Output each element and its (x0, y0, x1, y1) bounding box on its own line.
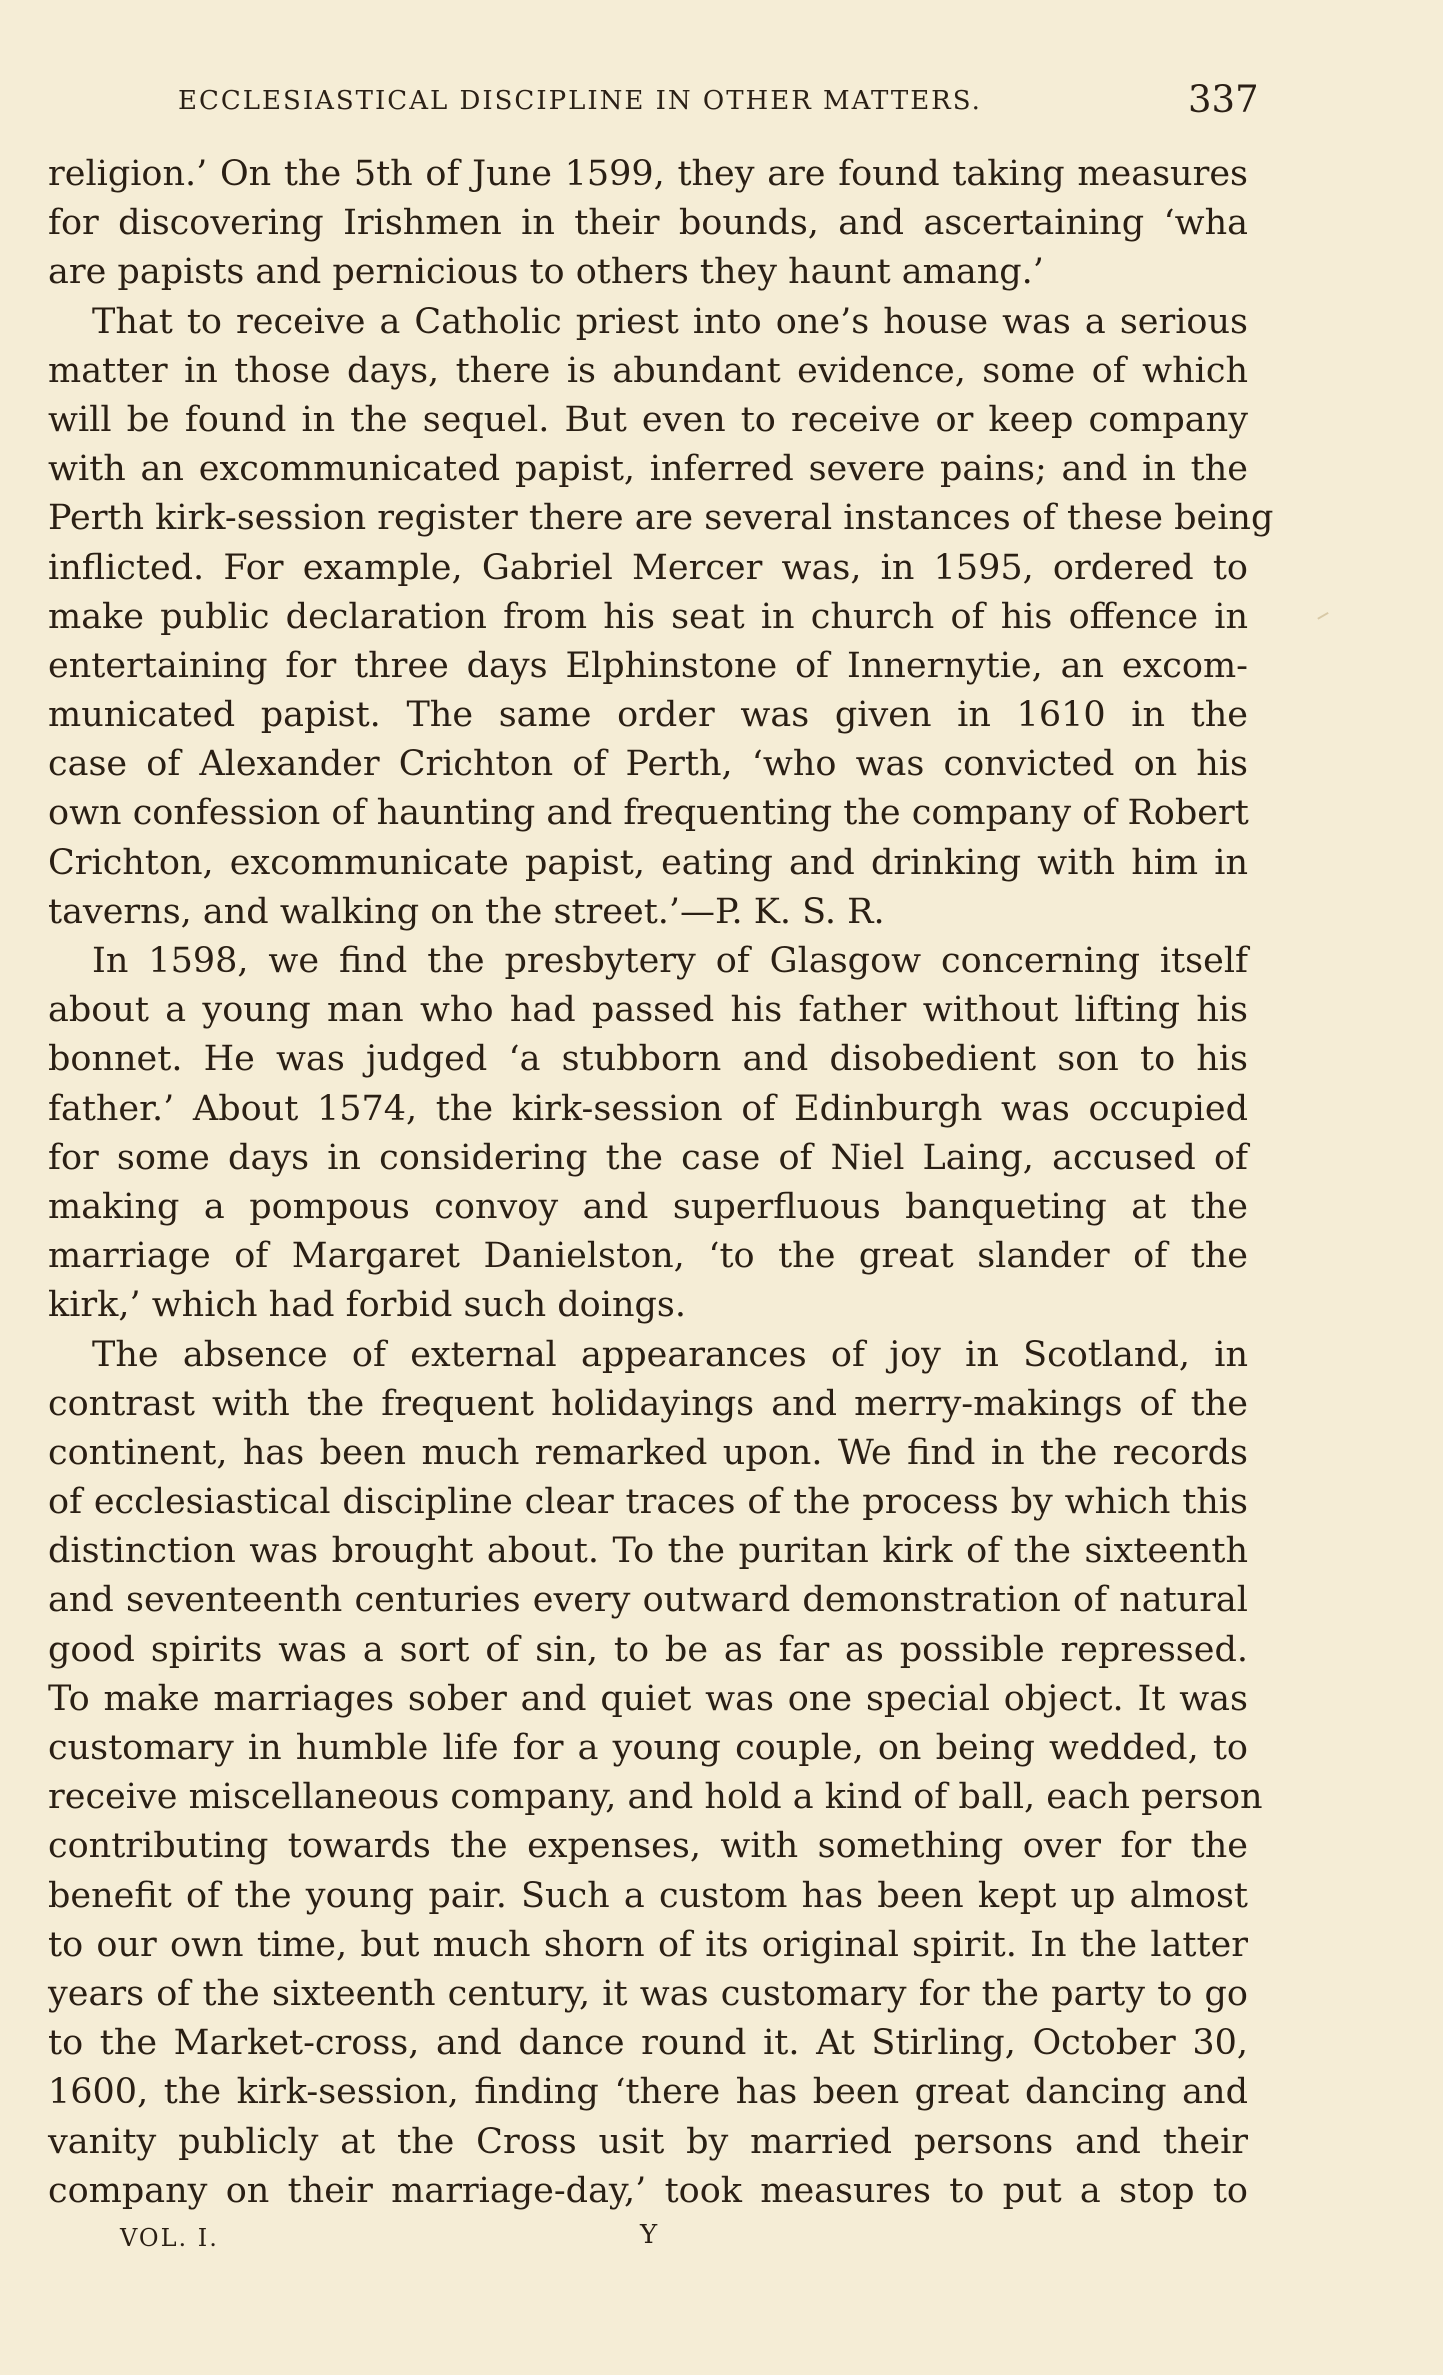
text-line: own confession of haunting and frequenting the company of Robert (48, 793, 1249, 834)
text-line: matter in those days, there is abundant evidence, some of which (48, 350, 1248, 391)
text-line: to our own time, but much shorn of its original spirit. In the latter (48, 1924, 1248, 1965)
text-line: bonnet. He was judged ‘a stubborn and disobedient son to his (48, 1039, 1248, 1080)
margin-stray-mark (1317, 612, 1334, 630)
text-line: are papists and pernicious to others they haunt amang.’ (48, 252, 1044, 293)
text-line: distinction was brought about. To the puritan kirk of the sixteenth (48, 1531, 1248, 1572)
text-line: for discovering Irishmen in their bounds, and ascertaining ‘wha (48, 203, 1248, 244)
text-line: 1600, the kirk-session, finding ‘there has been great dancing and (48, 2072, 1248, 2113)
text-line: Crichton, excommunicate papist, eating and drinking with him in (48, 842, 1248, 883)
body-text (48, 150, 1274, 2216)
text-line: religion.’ On the 5th of June 1599, they are found taking measures (48, 154, 1248, 194)
text-line: years of the sixteenth century, it was customary for the party to go (48, 1973, 1248, 2014)
text-line: for some days in considering the case of Niel Laing, accused of (48, 1137, 1248, 1178)
text-line: That to receive a Catholic priest into one’s house was a serious (92, 301, 1248, 342)
text-line: good spirits was a sort of sin, to be as far as possible repressed. (48, 1629, 1248, 1670)
text-line: and seventeenth centuries every outward demonstration of natural (48, 1580, 1248, 1621)
text-line: about a young man who had passed his father without lifting his (48, 990, 1248, 1031)
text-line: kirk,’ which had forbid such doings. (48, 1285, 686, 1326)
text-line: customary in humble life for a young couple, on being wedded, to (48, 1728, 1248, 1768)
text-line: vanity publicly at the Cross usit by married persons and their (48, 2121, 1248, 2162)
text-line: continent, has been much remarked upon. We find in the records (48, 1432, 1248, 1473)
text-line: will be found in the sequel. But even to receive or keep company (48, 399, 1248, 440)
text-line: make public declaration from his seat in church of his offence in (48, 596, 1248, 637)
text-line: To make marriages sober and quiet was one special object. It was (48, 1678, 1248, 1719)
text-line: receive miscellaneous company, and hold a kind of ball, each person (48, 1777, 1263, 1818)
running-head (48, 78, 1259, 126)
text-line: to the Market-cross, and dance round it. At Stirling, October 30, (48, 2023, 1248, 2064)
text-line: father.’ About 1574, the kirk-session of Edinburgh was occupied (48, 1088, 1248, 1129)
text-line: In 1598, we find the presbytery of Glasgow concerning itself (92, 941, 1248, 981)
text-line: inflicted. For example, Gabriel Mercer was, in 1595, ordered to (48, 547, 1248, 588)
text-line: contrast with the frequent holidayings and merry-makings of the (48, 1383, 1248, 1424)
text-line: municated papist. The same order was given in 1610 in the (48, 695, 1248, 736)
text-line: contributing towards the expenses, with something over for the (48, 1826, 1248, 1867)
text-line: taverns, and walking on the street.’—P. K. S. R. (48, 891, 885, 932)
text-line: Perth kirk-session register there are several instances of these being (48, 498, 1274, 539)
volume-label: VOL. I. (120, 2224, 219, 2252)
text-line: making a pompous convoy and superfluous banqueting at the (48, 1186, 1248, 1227)
text-line: company on their marriage-day,’ took measures to put a stop to (48, 2170, 1248, 2211)
text-line: benefit of the young pair. Such a custom has been kept up almost (48, 1875, 1248, 1916)
text-line: of ecclesiastical discipline clear traces of the process by which this (48, 1482, 1248, 1523)
signature-mark: Y (640, 2220, 658, 2250)
running-title: ECCLESIASTICAL DISCIPLINE IN OTHER MATTERS. (178, 86, 982, 116)
text-line: marriage of Margaret Danielston, ‘to the great slander of the (48, 1236, 1248, 1277)
text-line: The absence of external appearances of joy in Scotland, in (92, 1334, 1248, 1375)
page-footer (120, 2220, 720, 2260)
text-line: case of Alexander Crichton of Perth, ‘who was convicted on his (48, 744, 1248, 785)
page-number: 337 (1188, 78, 1259, 121)
text-line: with an excommunicated papist, inferred severe pains; and in the (48, 449, 1248, 490)
text-line: entertaining for three days Elphinstone of Innernytie, an excom- (48, 645, 1248, 686)
